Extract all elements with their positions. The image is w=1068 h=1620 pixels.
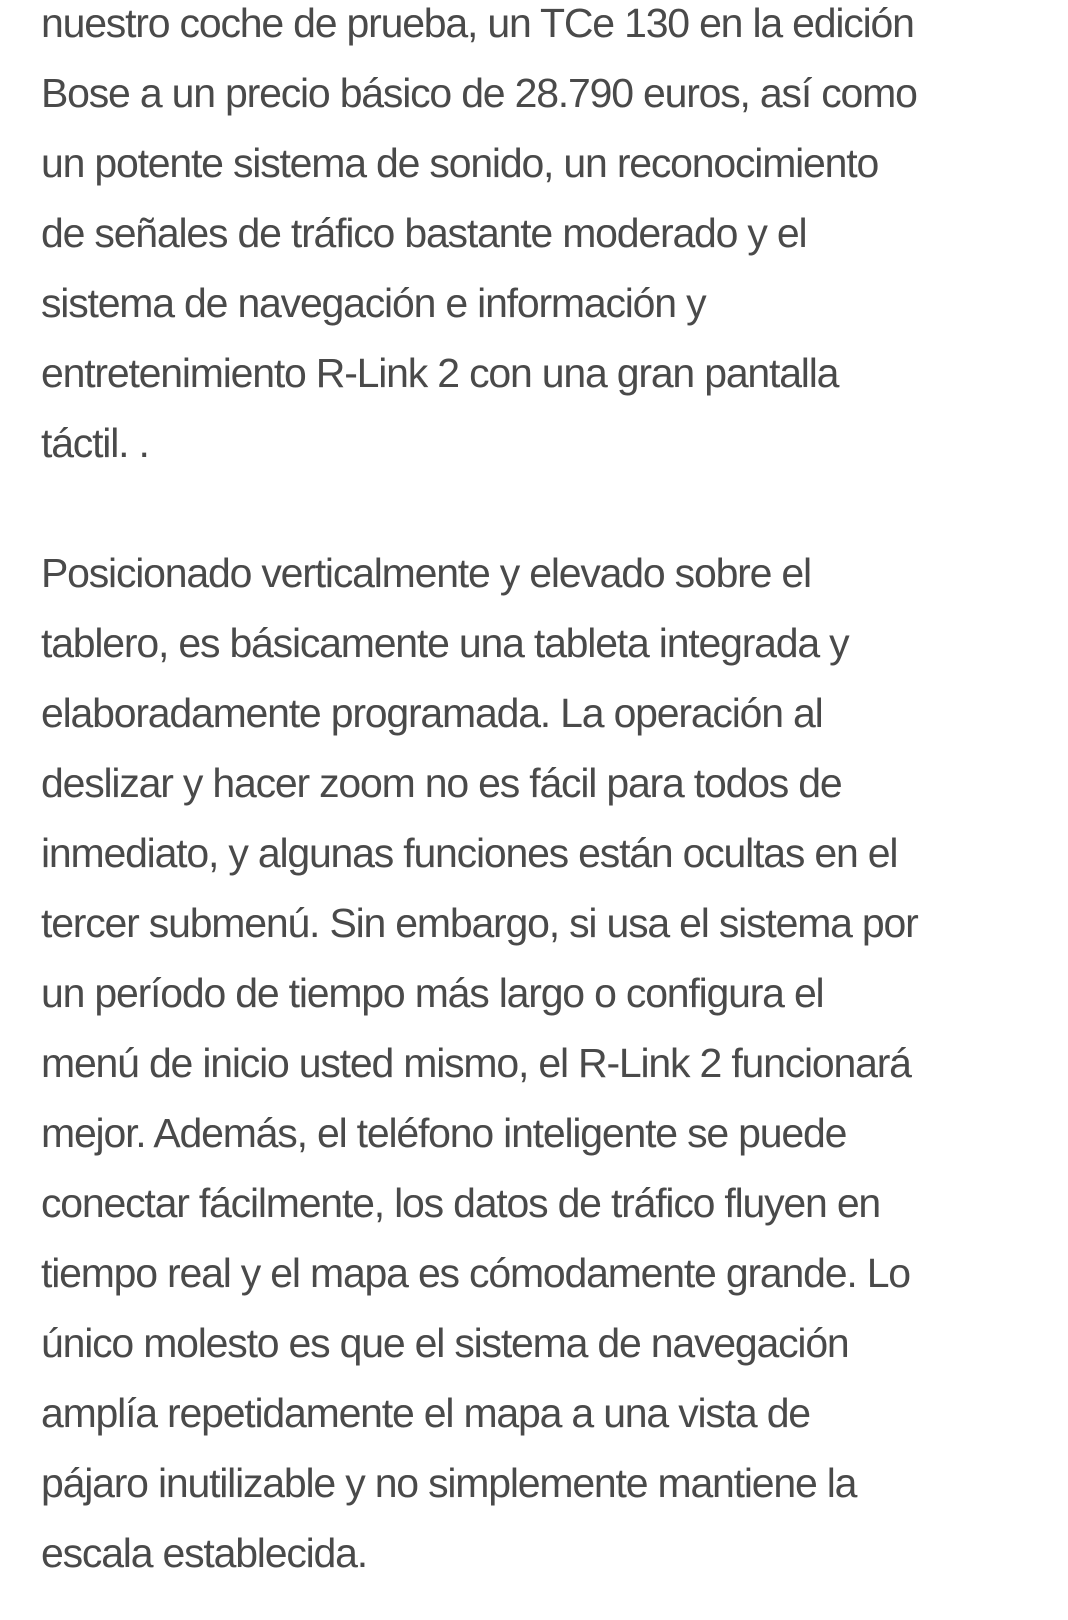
paragraph-line: táctil. . (41, 420, 149, 466)
paragraph-line: pájaro inutilizable y no simplemente mantiene la (41, 1460, 857, 1506)
paragraph-line: un período de tiempo más largo o configura el (41, 970, 824, 1016)
paragraph-line: un potente sistema de sonido, un reconocimiento (41, 140, 879, 186)
paragraph-line: tablero, es básicamente una tableta integrada y (41, 620, 849, 666)
article-paragraph-1 (41, 0, 1063, 478)
paragraph-line: entretenimiento R-Link 2 con una gran pantalla (41, 350, 839, 396)
paragraph-line: elaboradamente programada. La operación al (41, 690, 823, 736)
article-body (41, 0, 1063, 1588)
paragraph-line: tercer submenú. Sin embargo, si usa el sistema por (41, 900, 918, 946)
paragraph-line: conectar fácilmente, los datos de tráfico fluyen en (41, 1180, 881, 1226)
paragraph-line: deslizar y hacer zoom no es fácil para todos de (41, 760, 842, 806)
article-paragraph-2 (41, 538, 1063, 1588)
paragraph-line: menú de inicio usted mismo, el R-Link 2 funcionará (41, 1040, 911, 1086)
paragraph-line: amplía repetidamente el mapa a una vista de (41, 1390, 810, 1436)
paragraph-line: Bose a un precio básico de 28.790 euros, así como (41, 70, 917, 116)
paragraph-line: tiempo real y el mapa es cómodamente grande. Lo (41, 1250, 910, 1296)
paragraph-spacer (41, 478, 1063, 538)
paragraph-line: escala establecida. (41, 1530, 367, 1576)
paragraph-line: mejor. Además, el teléfono inteligente se puede (41, 1110, 847, 1156)
paragraph-line: sistema de navegación e información y (41, 280, 706, 326)
paragraph-line: inmediato, y algunas funciones están ocultas en el (41, 830, 898, 876)
paragraph-line: de señales de tráfico bastante moderado y el (41, 210, 807, 256)
paragraph-line: único molesto es que el sistema de navegación (41, 1320, 849, 1366)
paragraph-line: Posicionado verticalmente y elevado sobre el (41, 550, 811, 596)
paragraph-line: nuestro coche de prueba, un TCe 130 en la edición (41, 0, 914, 46)
